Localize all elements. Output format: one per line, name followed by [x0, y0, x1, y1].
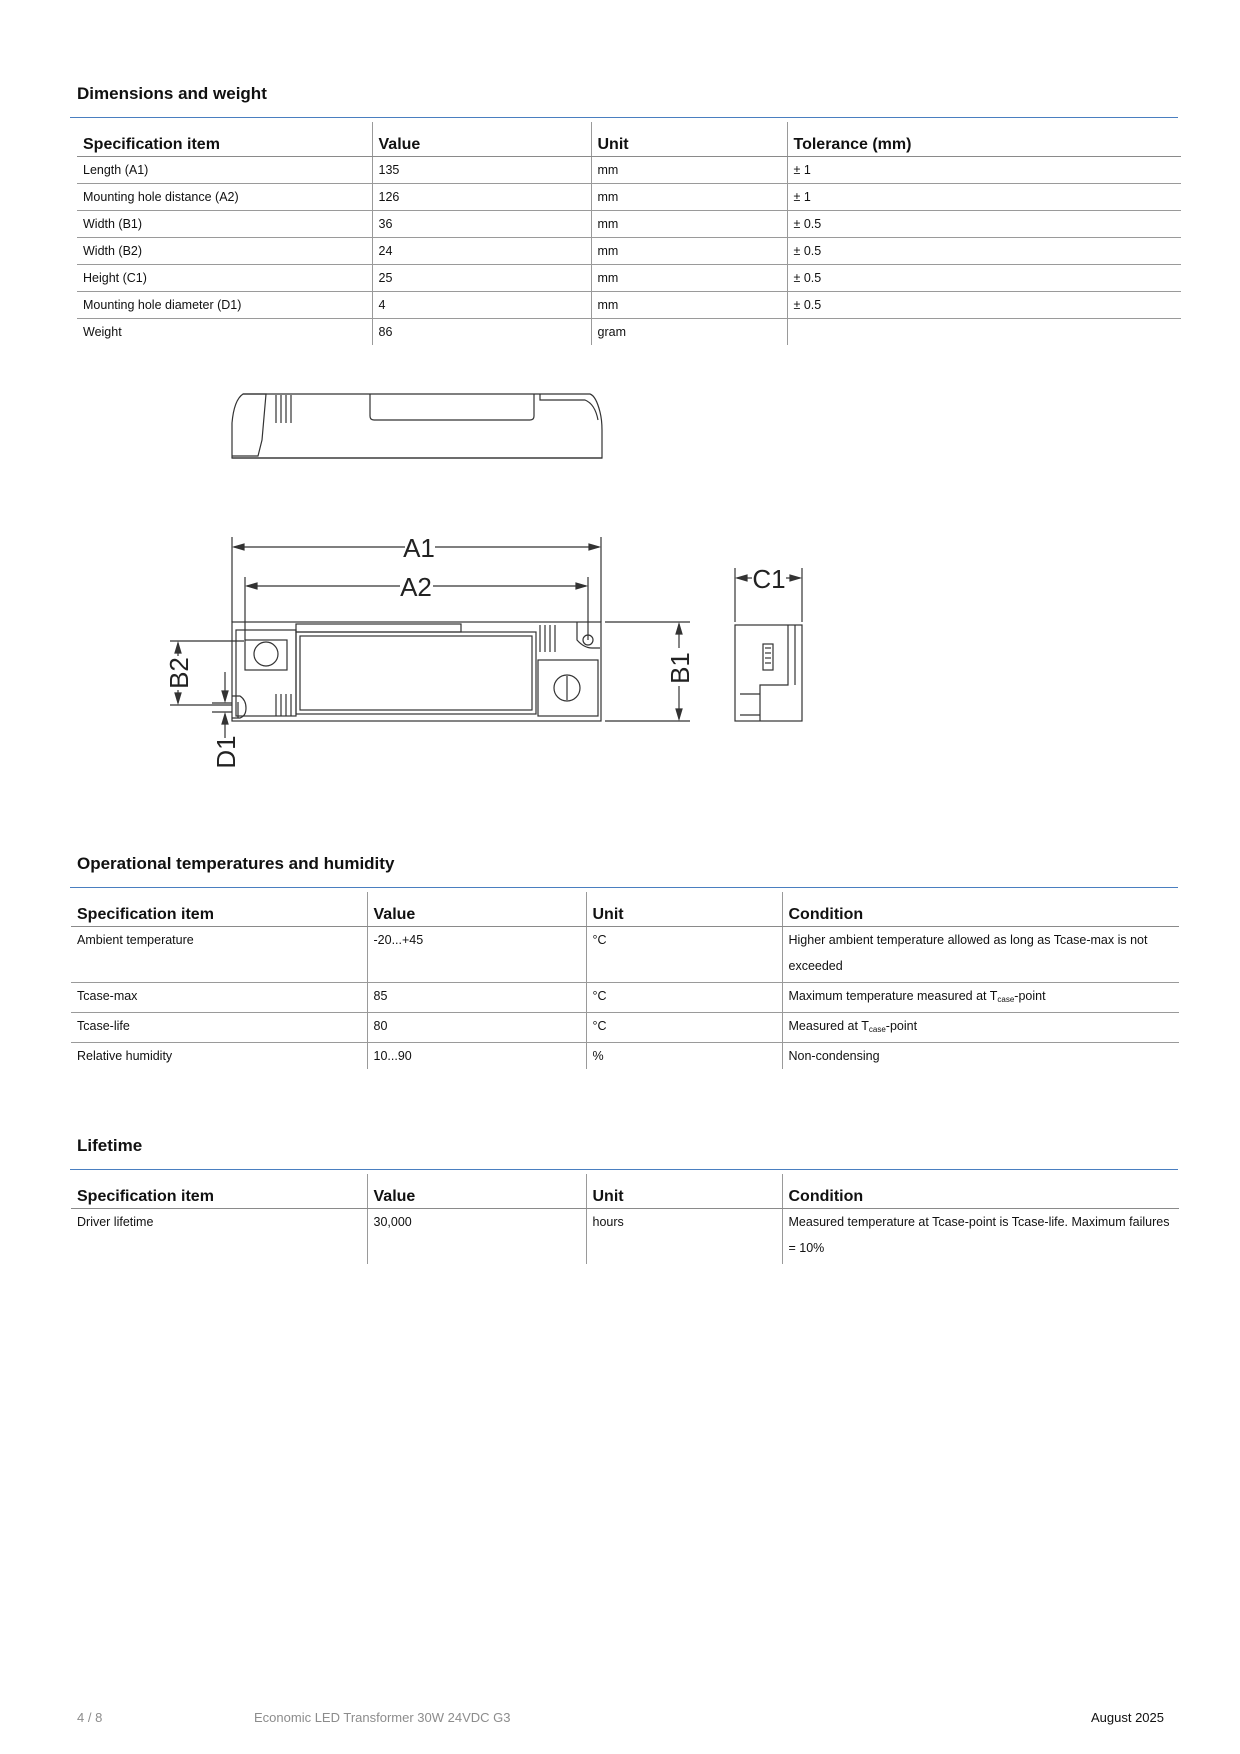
- condition-text-end: -point: [885, 1019, 918, 1033]
- cell-spec-item: Width (B2): [77, 238, 372, 265]
- condition-subscript: case: [868, 1025, 886, 1034]
- cell-unit: gram: [591, 319, 787, 346]
- cell-unit: °C: [586, 983, 782, 1013]
- lifetime-rule: [70, 1169, 1178, 1170]
- cell-spec-item: Relative humidity: [77, 1049, 173, 1063]
- cell-unit: mm: [591, 292, 787, 319]
- table-row: [77, 292, 1181, 319]
- cell-tolerance: ± 0.5: [787, 211, 1181, 238]
- condition-text: Measured at T: [788, 1019, 869, 1033]
- table-row: [77, 184, 1181, 211]
- lifetime-table: [71, 1174, 1179, 1264]
- table-header-row: [71, 1174, 1179, 1209]
- cell-tolerance: ± 0.5: [787, 292, 1181, 319]
- cell-value: 30,000: [367, 1209, 586, 1265]
- cell-spec-item: Tcase-life: [71, 1013, 367, 1043]
- cell-unit: mm: [591, 157, 787, 184]
- cell-spec-item: Driver lifetime: [77, 1215, 154, 1229]
- header-unit: Unit: [586, 892, 782, 927]
- header-condition: Condition: [782, 1174, 1179, 1209]
- cell-condition: Measured temperature at Tcase-point is Tcase-life. Maximum failures = 10%: [782, 1209, 1179, 1265]
- cell-tolerance: ± 0.5: [787, 265, 1181, 292]
- cell-value: 25: [372, 265, 591, 292]
- cell-spec-item: Mounting hole distance (A2): [77, 184, 372, 211]
- cell-tolerance: ± 0.5: [787, 238, 1181, 265]
- dimensions-table: [77, 122, 1181, 345]
- header-spec-item: Specification item: [71, 892, 367, 927]
- cell-value: 86: [372, 319, 591, 346]
- temperatures-table: [71, 892, 1179, 1069]
- label-b1: B1: [665, 652, 695, 684]
- table-row: [71, 927, 1179, 983]
- table-row: [77, 211, 1181, 238]
- cell-unit: °C: [586, 927, 782, 983]
- cell-value: 135: [372, 157, 591, 184]
- header-condition: Condition: [782, 892, 1179, 927]
- header-spec-item: Specification item: [71, 1174, 367, 1209]
- footer-date: August 2025: [1090, 1710, 1164, 1725]
- header-value: Value: [367, 1174, 586, 1209]
- cell-unit: %: [586, 1043, 782, 1070]
- cell-spec-item: Length (A1): [77, 157, 372, 184]
- label-c1: C1: [752, 564, 786, 594]
- cell-value: -20...+45: [367, 927, 586, 983]
- cell-spec-item: Weight: [83, 325, 122, 339]
- cell-unit: hours: [586, 1209, 782, 1265]
- cell-spec-item: Height (C1): [77, 265, 372, 292]
- header-tolerance: Tolerance (mm): [787, 122, 1181, 157]
- dimensions-rule: [70, 117, 1178, 118]
- table-row: [77, 157, 1181, 184]
- cell-unit: °C: [586, 1013, 782, 1043]
- header-unit: Unit: [586, 1174, 782, 1209]
- cell-unit: mm: [591, 238, 787, 265]
- cell-unit: mm: [591, 184, 787, 211]
- temperatures-rule: [70, 887, 1178, 888]
- table-row: [77, 319, 1181, 346]
- cell-value: 24: [372, 238, 591, 265]
- header-spec-item: Specification item: [77, 122, 372, 157]
- cell-spec-item: Tcase-max: [71, 983, 367, 1013]
- header-value: Value: [367, 892, 586, 927]
- table-row: [71, 1209, 1179, 1265]
- table-row: [71, 983, 1179, 1013]
- table-header-row: [77, 122, 1181, 157]
- table-row: [71, 1043, 1179, 1070]
- footer-product-name: Economic LED Transformer 30W 24VDC G3: [254, 1710, 511, 1725]
- table-row: [77, 265, 1181, 292]
- cell-tolerance: ± 1: [787, 184, 1181, 211]
- header-unit: Unit: [591, 122, 787, 157]
- cell-value: 80: [367, 1013, 586, 1043]
- cell-value: 10...90: [367, 1043, 586, 1070]
- cell-condition: Higher ambient temperature allowed as long as Tcase-max is not exceeded: [782, 927, 1179, 983]
- cell-value: 85: [367, 983, 586, 1013]
- table-row: [71, 1013, 1179, 1043]
- cell-unit: mm: [591, 265, 787, 292]
- condition-text-end: -point: [1014, 989, 1046, 1003]
- dimension-drawing: [150, 375, 830, 785]
- cell-spec-item: Width (B1): [77, 211, 372, 238]
- cell-condition: Non-condensing: [782, 1043, 1179, 1070]
- condition-subscript: case: [997, 995, 1015, 1004]
- label-b2: B2: [164, 657, 194, 689]
- side-view: [232, 394, 602, 458]
- cell-value: 126: [372, 184, 591, 211]
- dimensions-title: Dimensions and weight: [77, 84, 267, 103]
- table-row: [77, 238, 1181, 265]
- footer-page-number: 4 / 8: [77, 1710, 103, 1725]
- cell-condition: [782, 1013, 1179, 1043]
- condition-text: Maximum temperature measured at T: [788, 989, 998, 1003]
- cell-value: 4: [372, 292, 591, 319]
- label-d1: D1: [211, 735, 241, 769]
- header-value: Value: [372, 122, 591, 157]
- lifetime-title: Lifetime: [77, 1136, 143, 1155]
- temperatures-title: Operational temperatures and humidity: [77, 854, 395, 873]
- cell-spec-item: Mounting hole diameter (D1): [77, 292, 372, 319]
- cell-value: 36: [372, 211, 591, 238]
- cell-tolerance: [787, 319, 1181, 346]
- label-a1: A1: [403, 533, 435, 563]
- cell-spec-item: Ambient temperature: [71, 927, 367, 983]
- cell-unit: mm: [591, 211, 787, 238]
- label-a2: A2: [400, 572, 432, 602]
- top-view: [232, 622, 601, 721]
- table-header-row: [71, 892, 1179, 927]
- cell-condition: [782, 983, 1179, 1013]
- cell-tolerance: ± 1: [787, 157, 1181, 184]
